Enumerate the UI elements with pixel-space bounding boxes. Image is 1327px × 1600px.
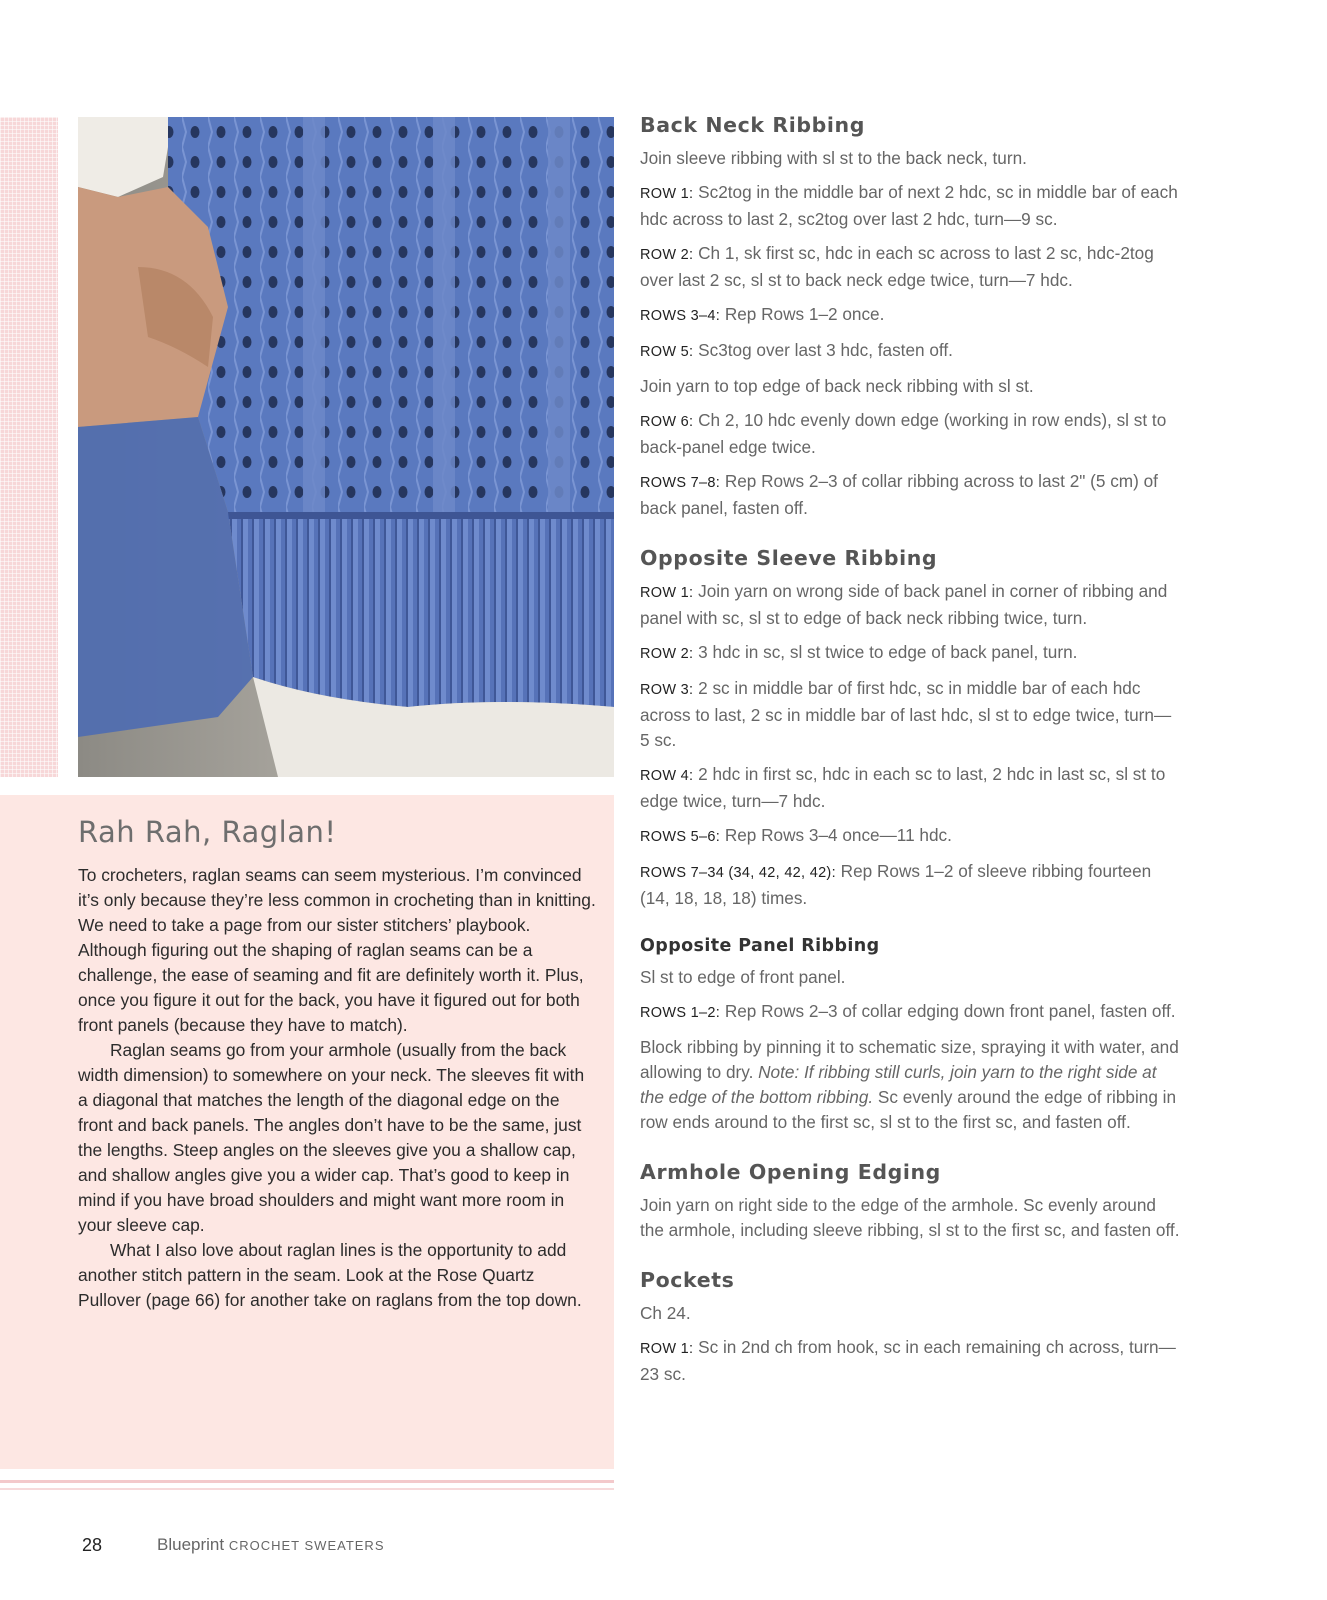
row-instruction [640,999,1180,1026]
row-instruction [640,823,1180,850]
raglan-sidebar [0,795,614,1469]
row-instruction [640,859,1180,911]
row-instruction [640,1335,1180,1387]
section-heading: Armhole Opening Edging [640,1160,941,1184]
section-subheading: Opposite Panel Ribbing [640,936,880,956]
row-text: Rep Rows 1–2 once. [720,304,885,324]
instruction: Join sleeve ribbing with sl st to the back neck, turn. [640,148,1027,168]
row-text: Rep Rows 2–3 of collar edging down front panel, fasten off. [720,1001,1176,1021]
row-label: ROWS 3–4: [640,308,721,324]
running-footer [157,1535,385,1555]
sidebar-paragraph-2: Raglan seams go from your armhole (usually from the back width dimension) to somewhere on your neck. The sleeves fit with a diagonal that matches the length of the diagonal edge on the front and back panels. The angles don’t have to be the same, just the lengths. Steep angles on the sleeves give you a shallow cap, and shallow angles give you a wider cap. That’s good to keep in mind if you have broad shoulders and might want more room in your sleeve cap. [78,1040,585,1235]
blocking-instruction [640,1035,1180,1135]
row-label: ROW 4: [640,768,694,784]
row-instruction [640,469,1180,521]
row-label: ROW 6: [640,414,694,430]
row-text: Join yarn on wrong side of back panel in corner of ribbing and panel with sc, sl st to edge of back neck ribbing twice, turn. [640,581,1168,628]
row-instruction [640,579,1180,631]
instruction: Ch 24. [640,1303,691,1323]
book-subtitle: CROCHET SWEATERS [228,1538,385,1553]
row-label: ROWS 5–6: [640,829,721,845]
decorative-grid-strip [0,117,58,777]
pattern-instructions [640,110,1180,1409]
section-pockets [640,1265,1180,1387]
sidebar-paragraph-3: What I also love about raglan lines is the opportunity to add another stitch pattern in the seam. Look at the Rose Quartz Pullover (page 66) for another take on raglans from the top down. [78,1240,582,1310]
sweater-photo [78,117,614,777]
row-label: ROW 5: [640,344,694,360]
row-instruction [640,302,1180,329]
section-back-neck-ribbing [640,110,1180,521]
row-text: Sc3tog over last 3 hdc, fasten off. [693,340,953,360]
section-armhole-opening-edging [640,1157,1180,1243]
row-instruction [640,338,1180,365]
row-text: Rep Rows 3–4 once—11 hdc. [720,825,952,845]
row-label: ROW 1: [640,186,694,202]
row-label: ROWS 1–2: [640,1005,721,1021]
instruction: Join yarn to top edge of back neck ribbing with sl st. [640,376,1034,396]
decorative-rule [0,1480,614,1483]
row-text: Sc in 2nd ch from hook, sc in each remaining ch across, turn—23 sc. [640,1337,1176,1384]
blocking-text-end: Sc evenly around the edge of ribbing in row ends around to the first sc, sl st to the first sc, and fasten off. [640,1087,1177,1132]
book-title: Blueprint [157,1535,225,1554]
section-heading: Pockets [640,1268,735,1292]
row-text: 2 hdc in first sc, hdc in each sc to last, 2 hdc in last sc, sl st to edge twice, turn—7 hdc. [640,764,1166,811]
row-label: ROW 2: [640,247,694,263]
blocking-text: Block ribbing by pinning it to schematic size, spraying it with water, and allowing to dry. [640,1037,1179,1082]
page-number: 28 [82,1535,103,1555]
section-opposite-panel-ribbing [640,933,1180,1135]
sidebar-title: Rah Rah, Raglan! [78,815,337,849]
row-label: ROW 1: [640,1341,694,1357]
row-instruction [640,408,1180,460]
row-text: 3 hdc in sc, sl st twice to edge of back panel, turn. [693,642,1078,662]
row-text: Ch 2, 10 hdc evenly down edge (working in row ends), sl st to back-panel edge twice. [640,410,1167,457]
row-instruction [640,640,1180,667]
row-instruction [640,241,1180,293]
row-label: ROWS 7–8: [640,475,721,491]
row-instruction [640,676,1180,753]
row-text: Ch 1, sk first sc, hdc in each sc across to last 2 sc, hdc-2tog over last 2 sc, sl st to back neck edge twice, turn—7 hdc. [640,243,1154,290]
row-label: ROW 2: [640,646,694,662]
row-text: Sc2tog in the middle bar of next 2 hdc, sc in middle bar of each hdc across to last 2, sc2tog over last 2 hdc, turn—9 sc. [640,182,1178,229]
section-opposite-sleeve-ribbing [640,543,1180,911]
row-label: ROW 3: [640,682,694,698]
section-heading: Back Neck Ribbing [640,113,866,137]
sidebar-body [78,863,598,1313]
section-heading: Opposite Sleeve Ribbing [640,546,938,570]
row-text: Rep Rows 2–3 of collar ribbing across to last 2" (5 cm) of back panel, fasten off. [640,471,1158,518]
instruction: Sl st to edge of front panel. [640,967,846,987]
row-label: ROWS 7–34 (34, 42, 42, 42): [640,865,836,881]
row-text: Rep Rows 1–2 of sleeve ribbing fourteen (14, 18, 18, 18) times. [640,861,1152,908]
decorative-rule-thin [0,1488,614,1490]
row-text: 2 sc in middle bar of first hdc, sc in middle bar of each hdc across to last, 2 sc in middle bar of last hdc, sl st to edge twice, turn—5 sc. [640,678,1172,750]
blocking-note: Note: If ribbing still curls, join yarn to the right side at the edge of the bottom ribbing. [640,1062,1157,1107]
instruction: Join yarn on right side to the edge of the armhole. Sc evenly around the armhole, including sleeve ribbing, sl st to the first sc, and fasten off. [640,1195,1180,1240]
row-label: ROW 1: [640,585,694,601]
row-instruction [640,762,1180,814]
row-instruction [640,180,1180,232]
sidebar-paragraph-1: To crocheters, raglan seams can seem mysterious. I’m convinced it’s only because they’re less common in crocheting than in knitting. We need to take a page from our sister stitchers’ playbook. Although figuring out the shaping of raglan seams can be a challenge, the ease of seaming and fit are definitely worth it. Plus, once you figure it out for the back, you have it figured out for both front panels (because they have to match). [78,865,596,1035]
